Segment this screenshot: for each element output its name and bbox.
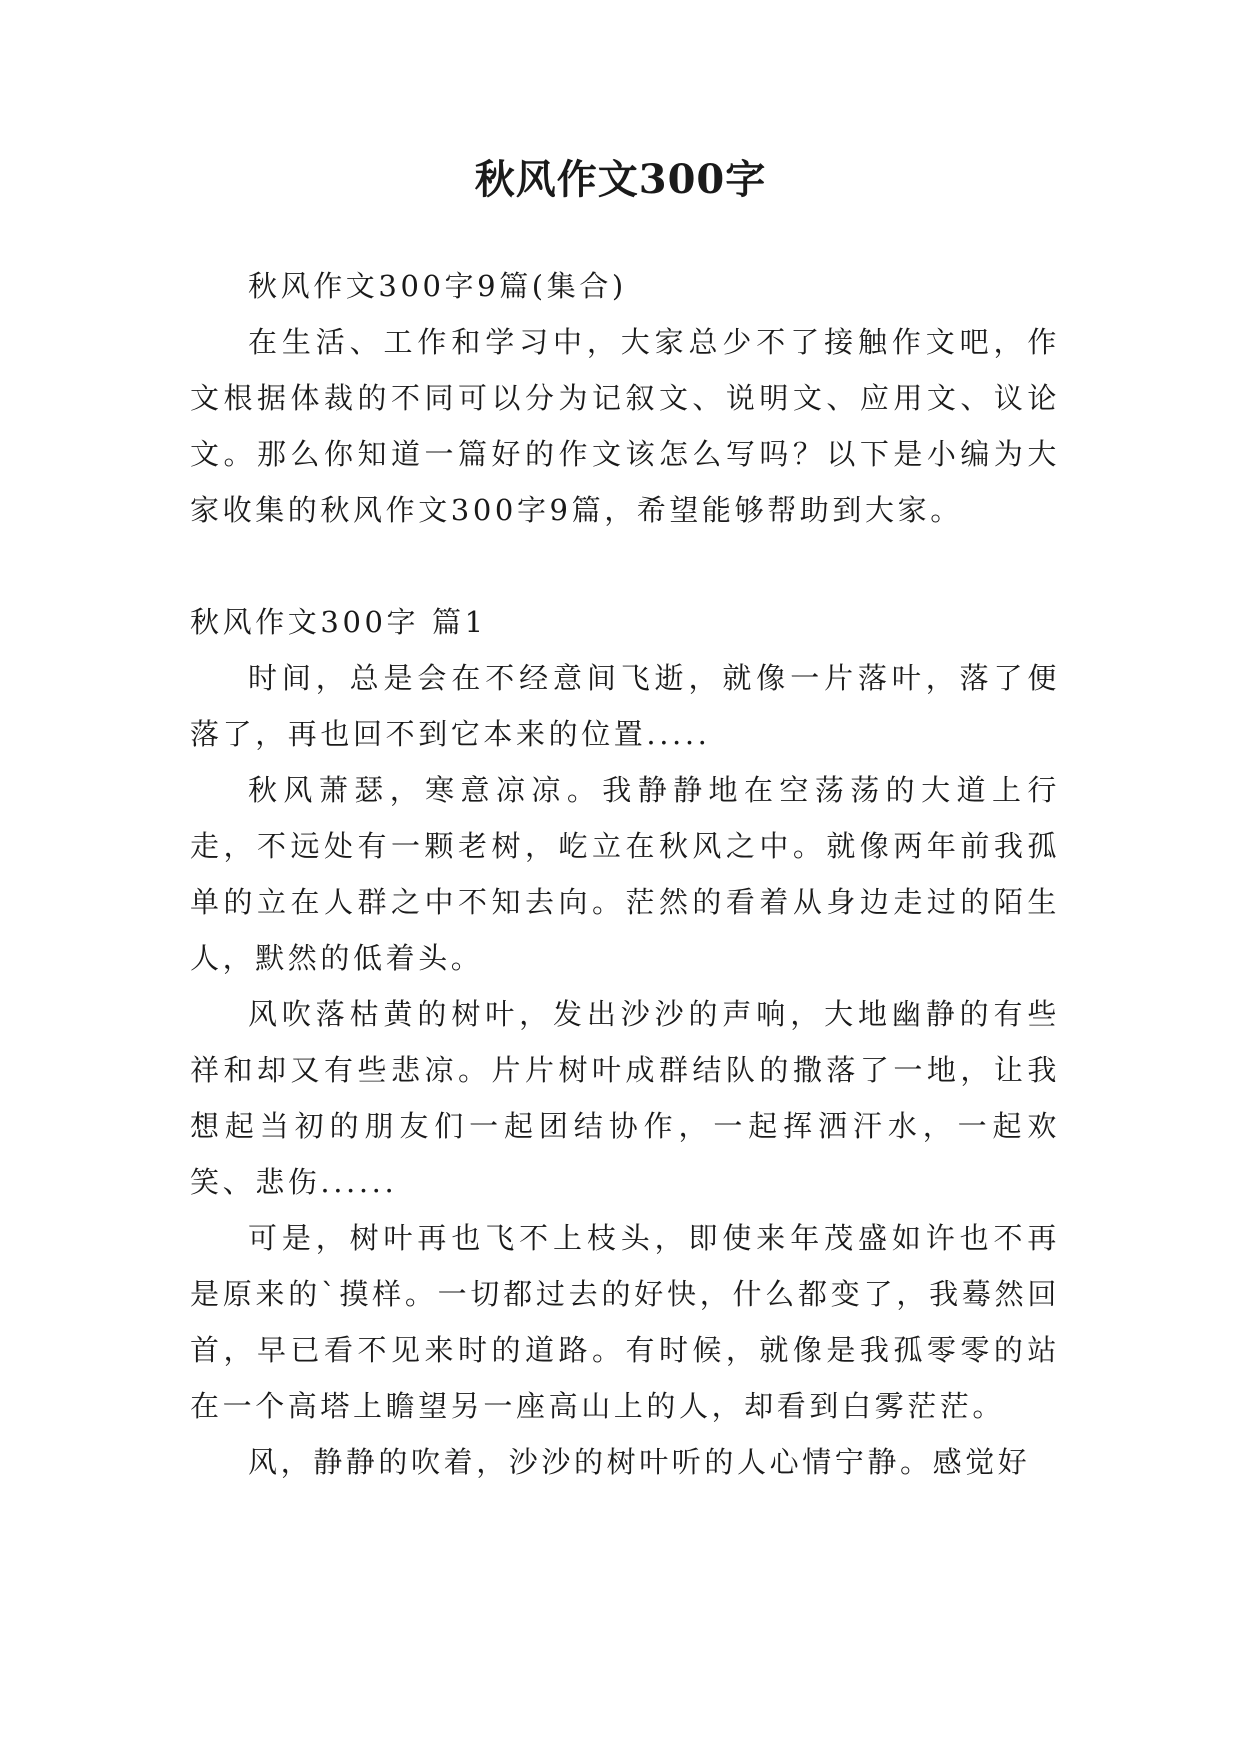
document-subtitle: 秋风作文300字9篇(集合) — [248, 269, 627, 303]
paragraph: 秋风萧瑟，寒意凉凉。我静静地在空荡荡的大道上行走，不远处有一颗老树，屹立在秋风之中。就像两年前我孤单的立在人群之中不知去向。茫然的看着从身边走过的陌生人，默然的低着头。 — [190, 773, 1060, 975]
paragraph: 时间，总是会在不经意间飞逝，就像一片落叶，落了便落了，再也回不到它本来的位置..... — [190, 661, 1060, 751]
intro-paragraph: 在生活、工作和学习中，大家总少不了接触作文吧，作文根据体裁的不同可以分为记叙文、说明文、应用文、议论文。那么你知道一篇好的作文该怎么写吗？以下是小编为大家收集的秋风作文300字9篇，希望能够帮助到大家。 — [190, 325, 1060, 527]
paragraph: 风，静静的吹着，沙沙的树叶听的人心情宁静。感觉好 — [248, 1445, 1031, 1479]
document-title: 秋风作文300字 — [474, 156, 767, 203]
section-heading: 秋风作文300字 篇1 — [190, 605, 487, 639]
paragraph: 风吹落枯黄的树叶，发出沙沙的声响，大地幽静的有些祥和却又有些悲凉。片片树叶成群结队的撒落了一地，让我想起当初的朋友们一起团结协作，一起挥洒汗水，一起欢笑、悲伤...... — [190, 997, 1060, 1199]
document-body — [190, 258, 1060, 1490]
paragraph: 可是，树叶再也飞不上枝头，即使来年茂盛如许也不再是原来的`摸样。一切都过去的好快，什么都变了，我蓦然回首，早已看不见来时的道路。有时候，就像是我孤零零的站在一个高塔上瞻望另一座高山上的人，却看到白雾茫茫。 — [190, 1221, 1060, 1423]
